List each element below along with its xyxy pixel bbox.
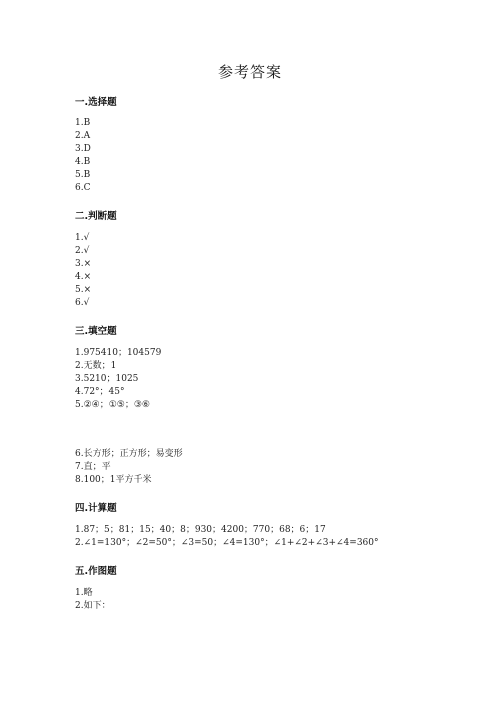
answer-item: 6.C: [75, 183, 91, 193]
section-heading-drawing: 五.作图题: [75, 566, 117, 577]
answer-item: 4.B: [75, 157, 91, 167]
answer-item: 7.直；平: [75, 462, 111, 472]
answer-item: 2.∠1=130°；∠2=50°；∠3=50；∠4=130°；∠1+∠2+∠3+∠4=360°: [75, 538, 379, 548]
answer-item: 4.×: [75, 272, 92, 282]
answer-item: 6.√: [75, 298, 90, 308]
answer-item: 1.87；5；81；15；40；8；930；4200；770；68；6；17: [75, 525, 326, 535]
answer-item: 2.无数；1: [75, 361, 117, 371]
answer-item: 5.②④；①⑤；③⑥: [75, 400, 150, 410]
answer-item: 3.×: [75, 259, 92, 269]
answer-item: 2.如下：: [75, 601, 111, 611]
answer-item: 1.√: [75, 233, 90, 243]
page-title: 参考答案: [217, 63, 282, 81]
answer-item: 1.略: [75, 588, 93, 598]
answer-item: 8.100；1平方千米: [75, 475, 152, 485]
answer-item: 5.B: [75, 170, 91, 180]
answer-item: 2.√: [75, 246, 90, 256]
answer-item: 4.72°；45°: [75, 387, 125, 397]
answer-item: 3.D: [75, 144, 91, 154]
section-heading-calculation: 四.计算题: [75, 503, 117, 514]
answer-item: 6.长方形；正方形；易变形: [75, 449, 183, 459]
answer-item: 1.975410；104579: [75, 348, 162, 358]
answer-item: 1.B: [75, 118, 91, 128]
answer-item: 5.×: [75, 285, 92, 295]
answer-item: 3.5210；1025: [75, 374, 139, 384]
section-heading-judgement: 二.判断题: [75, 211, 117, 222]
section-heading-choice: 一.选择题: [75, 97, 117, 108]
section-heading-fill-in: 三.填空题: [75, 326, 117, 337]
answer-item: 2.A: [75, 131, 91, 141]
